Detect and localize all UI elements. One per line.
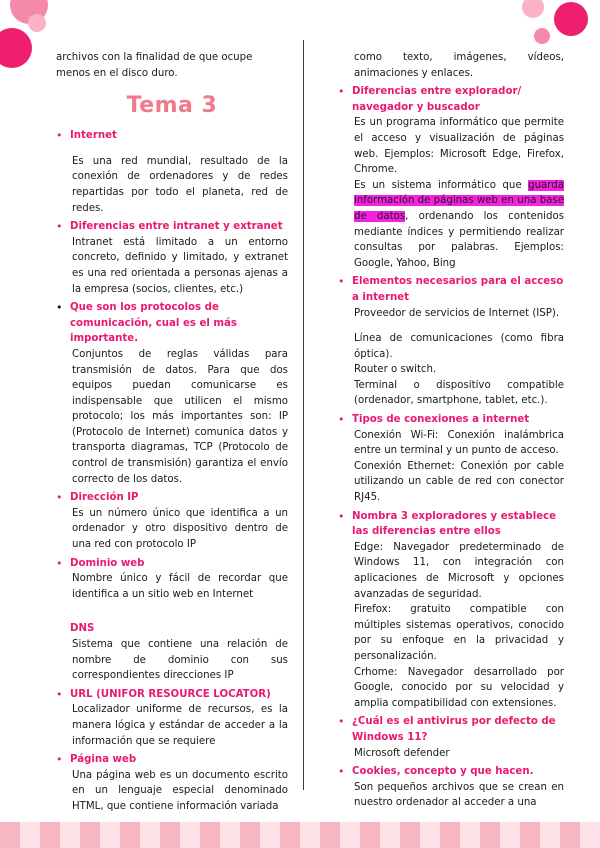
- footer-block: [180, 822, 200, 848]
- bullet-icon: •: [56, 556, 63, 570]
- footer-block: [420, 822, 440, 848]
- footer-block: [560, 822, 580, 848]
- browsers-text-2: Firefox: gratuito compatible con múltiples sistemas operativos, conocido por su enfoque en la privacidad y personalización.: [354, 604, 564, 662]
- heading-intranet: • Diferencias entre intranet y extranet: [56, 220, 283, 234]
- decor-circle: [554, 2, 588, 36]
- decor-circle: [28, 14, 46, 32]
- elements-text-4: Terminal o dispositivo compatible (ordenador, smartphone, tablet, etc.).: [354, 379, 564, 407]
- bullet-icon: •: [56, 491, 63, 505]
- footer-block: [480, 822, 500, 848]
- decor-circle: [522, 0, 544, 18]
- footer-block: [80, 822, 100, 848]
- footer-block: [580, 822, 600, 848]
- footer-block: [520, 822, 540, 848]
- heading-cookies: • Cookies, concepto y que hacen.: [338, 765, 534, 779]
- right-column: [338, 50, 564, 811]
- heading-webpage: • Página web: [56, 753, 137, 767]
- heading-url: • URL (UNIFOR RESOURCE LOCATOR): [56, 687, 271, 701]
- elements-text-3: Router o switch.: [354, 364, 437, 376]
- browsers-text-3: Crhome: Navegador desarrollado por Google, conocido por su velocidad y amplia compatibilidad con extensiones.: [354, 666, 564, 709]
- footer-block: [140, 822, 160, 848]
- footer-block: [60, 822, 80, 848]
- browsers-text-1: Edge: Navegador predeterminado de Windows 11, con integración con aplicaciones de Microsoft y opciones avanzadas de seguridad.: [354, 541, 564, 600]
- cookies-text: Son pequeños archivos que se crean en nuestro ordenador al acceder a una: [354, 781, 564, 809]
- domain-text: Nombre único y fácil de recordar que identifica a un sitio web en Internet: [72, 573, 288, 600]
- heading-browser: • Diferencias entre explorador/ navegador y buscador: [338, 85, 522, 113]
- column-divider: [303, 40, 304, 790]
- antivirus-text: Microsoft defender: [354, 747, 450, 759]
- bullet-icon: •: [56, 129, 63, 143]
- intro-text: archivos con la finalidad de que ocupe menos en el disco duro.: [56, 52, 253, 79]
- bullet-icon: •: [338, 413, 345, 427]
- elements-text-2: Línea de comunicaciones (como fibra óptica).: [354, 333, 564, 360]
- url-text: Localizador uniforme de recursos, es la manera lógica y estándar de acceder a la información que se requiere: [72, 704, 288, 747]
- footer-stripe: [0, 822, 600, 848]
- decor-circle: [0, 28, 32, 68]
- footer-block: [400, 822, 420, 848]
- bullet-icon: •: [56, 301, 63, 315]
- webpage-text: Una página web es un documento escrito en un lenguaje especial denominado HTML, que contiene información variada: [72, 769, 288, 812]
- footer-block: [100, 822, 120, 848]
- footer-block: [540, 822, 560, 848]
- heading-connections: • Tipos de conexiones a internet: [338, 413, 530, 427]
- decor-circle: [534, 28, 550, 44]
- footer-block: [320, 822, 340, 848]
- footer-block: [380, 822, 400, 848]
- footer-block: [300, 822, 320, 848]
- continuation-text: como texto, imágenes, vídeos, animaciones y enlaces.: [354, 52, 564, 79]
- ip-text: Es un número único que identifica a un ordenador y otro dispositivo dentro de una red con protocolo IP: [72, 507, 288, 551]
- heading-protocols: • Que son los protocolos de comunicación, cual es el más importante.: [56, 301, 237, 345]
- elements-text-1: Proveedor de servicios de Internet (ISP).: [354, 307, 560, 319]
- footer-block: [160, 822, 180, 848]
- browser-text-2: Es un sistema informático que guarda información de páginas web en una base de datos, ordenando los contenidos mediante índices y permitiendo realizar consultas por palabras. Ejemplos: Google, Yahoo, Bing: [354, 179, 564, 269]
- footer-block: [200, 822, 220, 848]
- footer-block: [340, 822, 360, 848]
- footer-block: [460, 822, 480, 848]
- footer-block: [240, 822, 260, 848]
- footer-block: [20, 822, 40, 848]
- heading-antivirus: • ¿Cuál es el antivirus por defecto de Windows 11?: [338, 715, 556, 743]
- footer-block: [40, 822, 60, 848]
- bullet-icon: •: [338, 765, 345, 779]
- footer-block: [280, 822, 300, 848]
- footer-block: [120, 822, 140, 848]
- footer-block: [0, 822, 20, 848]
- footer-block: [220, 822, 240, 848]
- footer-block: [500, 822, 520, 848]
- bullet-icon: •: [338, 275, 345, 289]
- connections-text-1: Conexión Wi-Fi: Conexión inalámbrica entre un terminal y un punto de acceso.: [354, 429, 564, 457]
- browser-text-1: Es un programa informático que permite el acceso y visualización de páginas web. Ejemplos: Microsoft Edge, Firefox, Chrome.: [354, 117, 564, 176]
- intranet-text: Intranet está limitado a un entorno concreto, definido y limitado, y extranet es una red orientada a personas ajenas a la empresa (socios, clientes, etc.): [72, 236, 288, 295]
- footer-block: [440, 822, 460, 848]
- bullet-icon: •: [338, 509, 345, 523]
- heading-elements: • Elementos necesarios para el acceso a internet: [338, 275, 564, 303]
- footer-block: [260, 822, 280, 848]
- heading-browsers-list: • Nombra 3 exploradores y establece las diferencias entre ellos: [338, 509, 557, 538]
- footer-block: [360, 822, 380, 848]
- page-title: Tema 3: [126, 93, 218, 119]
- highlighted-text: guarda información de páginas web en una base de datos: [354, 179, 564, 222]
- heading-dns: DNS: [70, 623, 95, 635]
- left-column: [56, 50, 288, 815]
- bullet-icon: •: [56, 220, 63, 234]
- dns-text: Sistema que contiene una relación de nombre de dominio con sus correspondientes direcciones IP: [72, 639, 288, 682]
- heading-ip: • Dirección IP: [56, 491, 139, 505]
- protocols-text: Conjuntos de reglas válidas para transmisión de datos. Para que dos equipos puedan comunicarse es indispensable que utilicen el mismo protocolo; los más importantes son: IP (Protocolo de Internet) comunica datos y transporta diagramas, TCP (Protocolo de control de transmisión) garantiza el envío correcto de los datos.: [72, 348, 288, 485]
- heading-domain: • Dominio web: [56, 556, 145, 570]
- internet-text: Es una red mundial, resultado de la conexión de ordenadores y de redes repartidas por todo el planeta, red de redes.: [72, 155, 288, 214]
- bullet-icon: •: [338, 715, 345, 729]
- bullet-icon: •: [56, 753, 63, 767]
- bullet-icon: •: [56, 687, 63, 701]
- bullet-icon: •: [338, 85, 345, 99]
- connections-text-2: Conexión Ethernet: Conexión por cable utilizando un cable de red con conector RJ45.: [354, 460, 564, 504]
- heading-internet: • Internet: [56, 129, 117, 143]
